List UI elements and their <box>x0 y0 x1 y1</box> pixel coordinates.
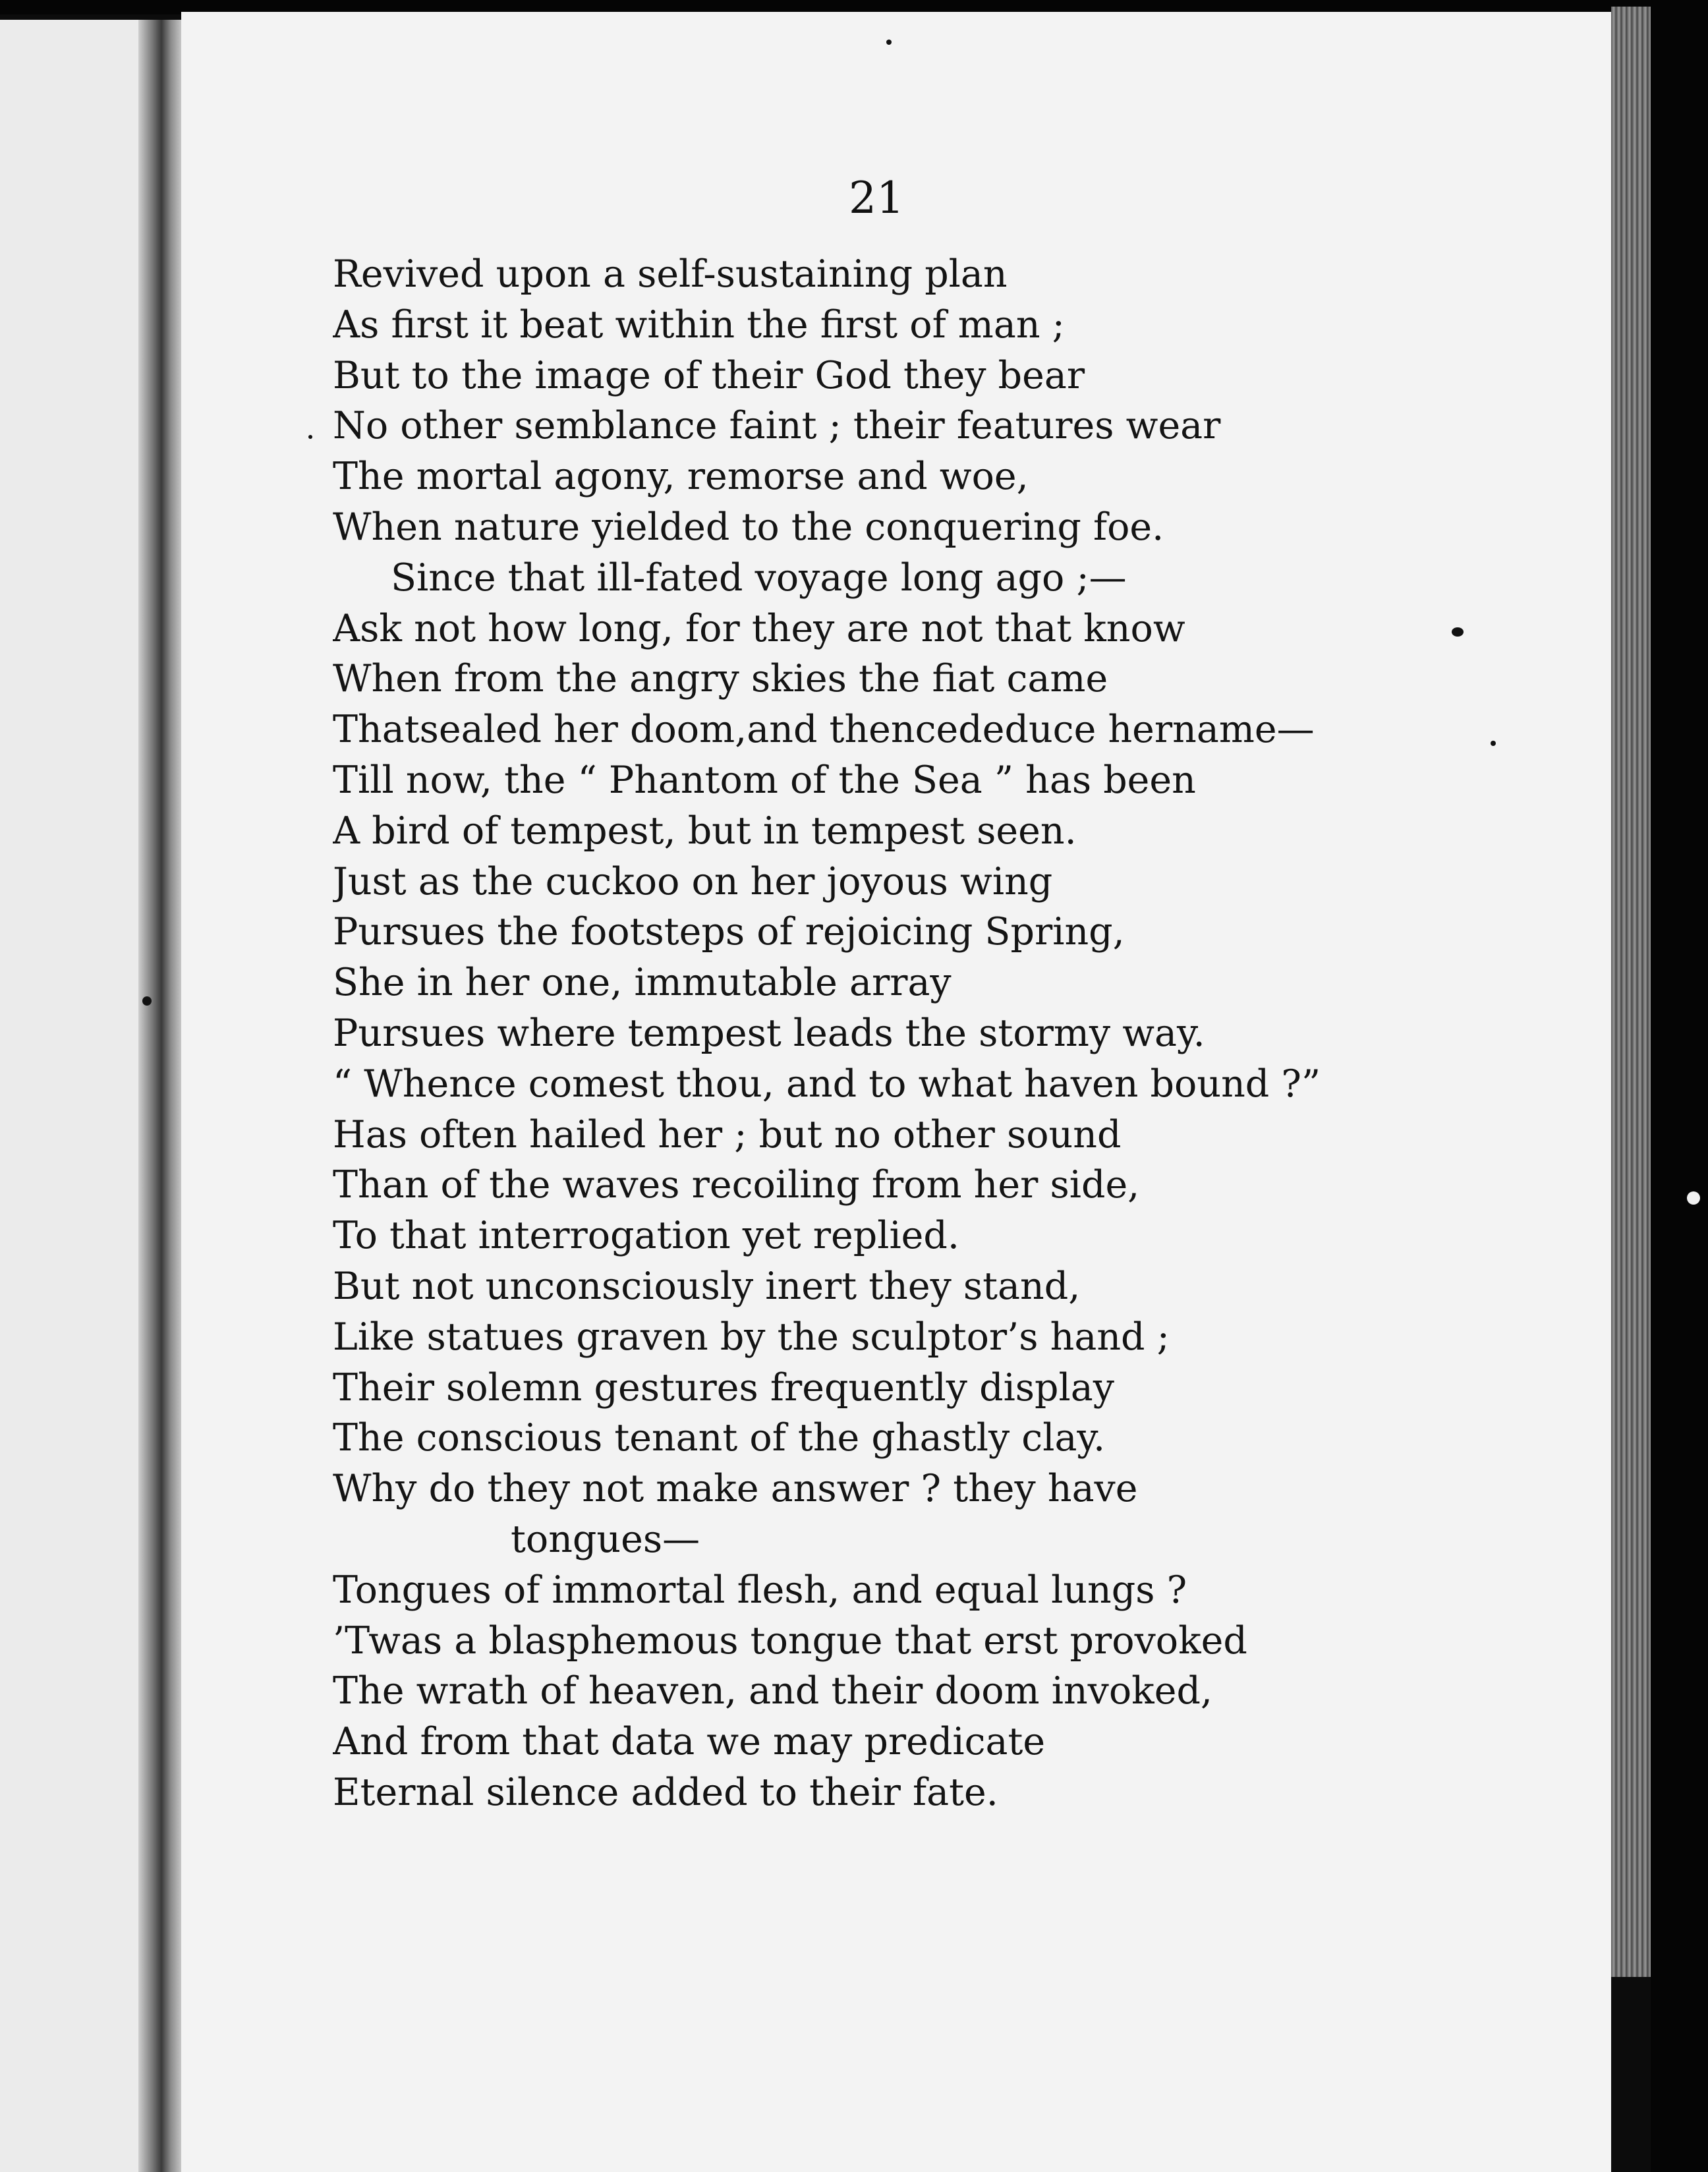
poem-line: When from the angry skies the fiat came <box>333 657 1108 701</box>
poem-text <box>333 249 1493 1818</box>
ink-speck <box>1687 1191 1700 1205</box>
poem-line: Why do they not make answer ? they have <box>333 1467 1138 1511</box>
poem-line: Just as the cuckoo on her joyous wing <box>333 859 1053 903</box>
poem-line: ’Twas a blasphemous tongue that erst provoked <box>333 1618 1247 1663</box>
poem-line: No other semblance faint ; their features wear <box>333 404 1221 448</box>
poem-line: A bird of tempest, but in tempest seen. <box>333 809 1077 853</box>
poem-line: Has often hailed her ; but no other sound <box>333 1112 1122 1157</box>
poem-line: Thatsealed her doom,and thencededuce hername— <box>333 708 1315 752</box>
poem-line: Pursues the footsteps of rejoicing Spring, <box>333 910 1125 954</box>
scan-border-right <box>1651 0 1708 2172</box>
poem-line: Eternal silence added to their fate. <box>333 1770 998 1814</box>
poem-line: The mortal agony, remorse and woe, <box>333 455 1029 499</box>
poem-line: tongues— <box>511 1517 700 1561</box>
poem-line: Since that ill-fated voyage long ago ;— <box>391 556 1127 600</box>
poem-line: Ask not how long, for they are not that know <box>333 606 1185 650</box>
poem-line: Pursues where tempest leads the stormy way. <box>333 1011 1205 1055</box>
poem-line: Revived upon a self-sustaining plan <box>333 252 1008 296</box>
poem-line: She in her one, immutable array <box>333 961 952 1005</box>
poem-line: Than of the waves recoiling from her side, <box>333 1163 1140 1207</box>
poem-line: Like statues graven by the sculptor’s hand ; <box>333 1315 1170 1359</box>
poem-line: The conscious tenant of the ghastly clay. <box>333 1416 1106 1460</box>
poem-line: When nature yielded to the conquering foe. <box>333 505 1164 549</box>
poem-line: Till now, the “ Phantom of the Sea ” has been <box>333 758 1196 802</box>
poem-line: As first it beat within the first of man ; <box>333 302 1065 347</box>
poem-line: But to the image of their God they bear <box>333 353 1085 397</box>
book-gutter <box>138 20 185 2172</box>
ink-speck <box>308 435 312 439</box>
page-number: 21 <box>849 173 904 223</box>
poem-line: Their solemn gestures frequently display <box>333 1365 1114 1410</box>
previous-page-edge <box>0 20 152 2172</box>
poem-line: “ Whence comest thou, and to what haven bound ?” <box>333 1062 1321 1106</box>
poem-line: But not unconsciously inert they stand, <box>333 1264 1081 1308</box>
ink-speck <box>886 40 892 45</box>
poem-line: To that interrogation yet replied. <box>333 1214 960 1258</box>
page-edge-stack <box>1611 7 1651 1977</box>
ink-speck <box>142 996 152 1006</box>
poem-line: The wrath of heaven, and their doom invoked, <box>333 1669 1213 1713</box>
poem-line: Tongues of immortal flesh, and equal lungs ? <box>333 1568 1187 1612</box>
poem-line: And from that data we may predicate <box>333 1720 1046 1764</box>
